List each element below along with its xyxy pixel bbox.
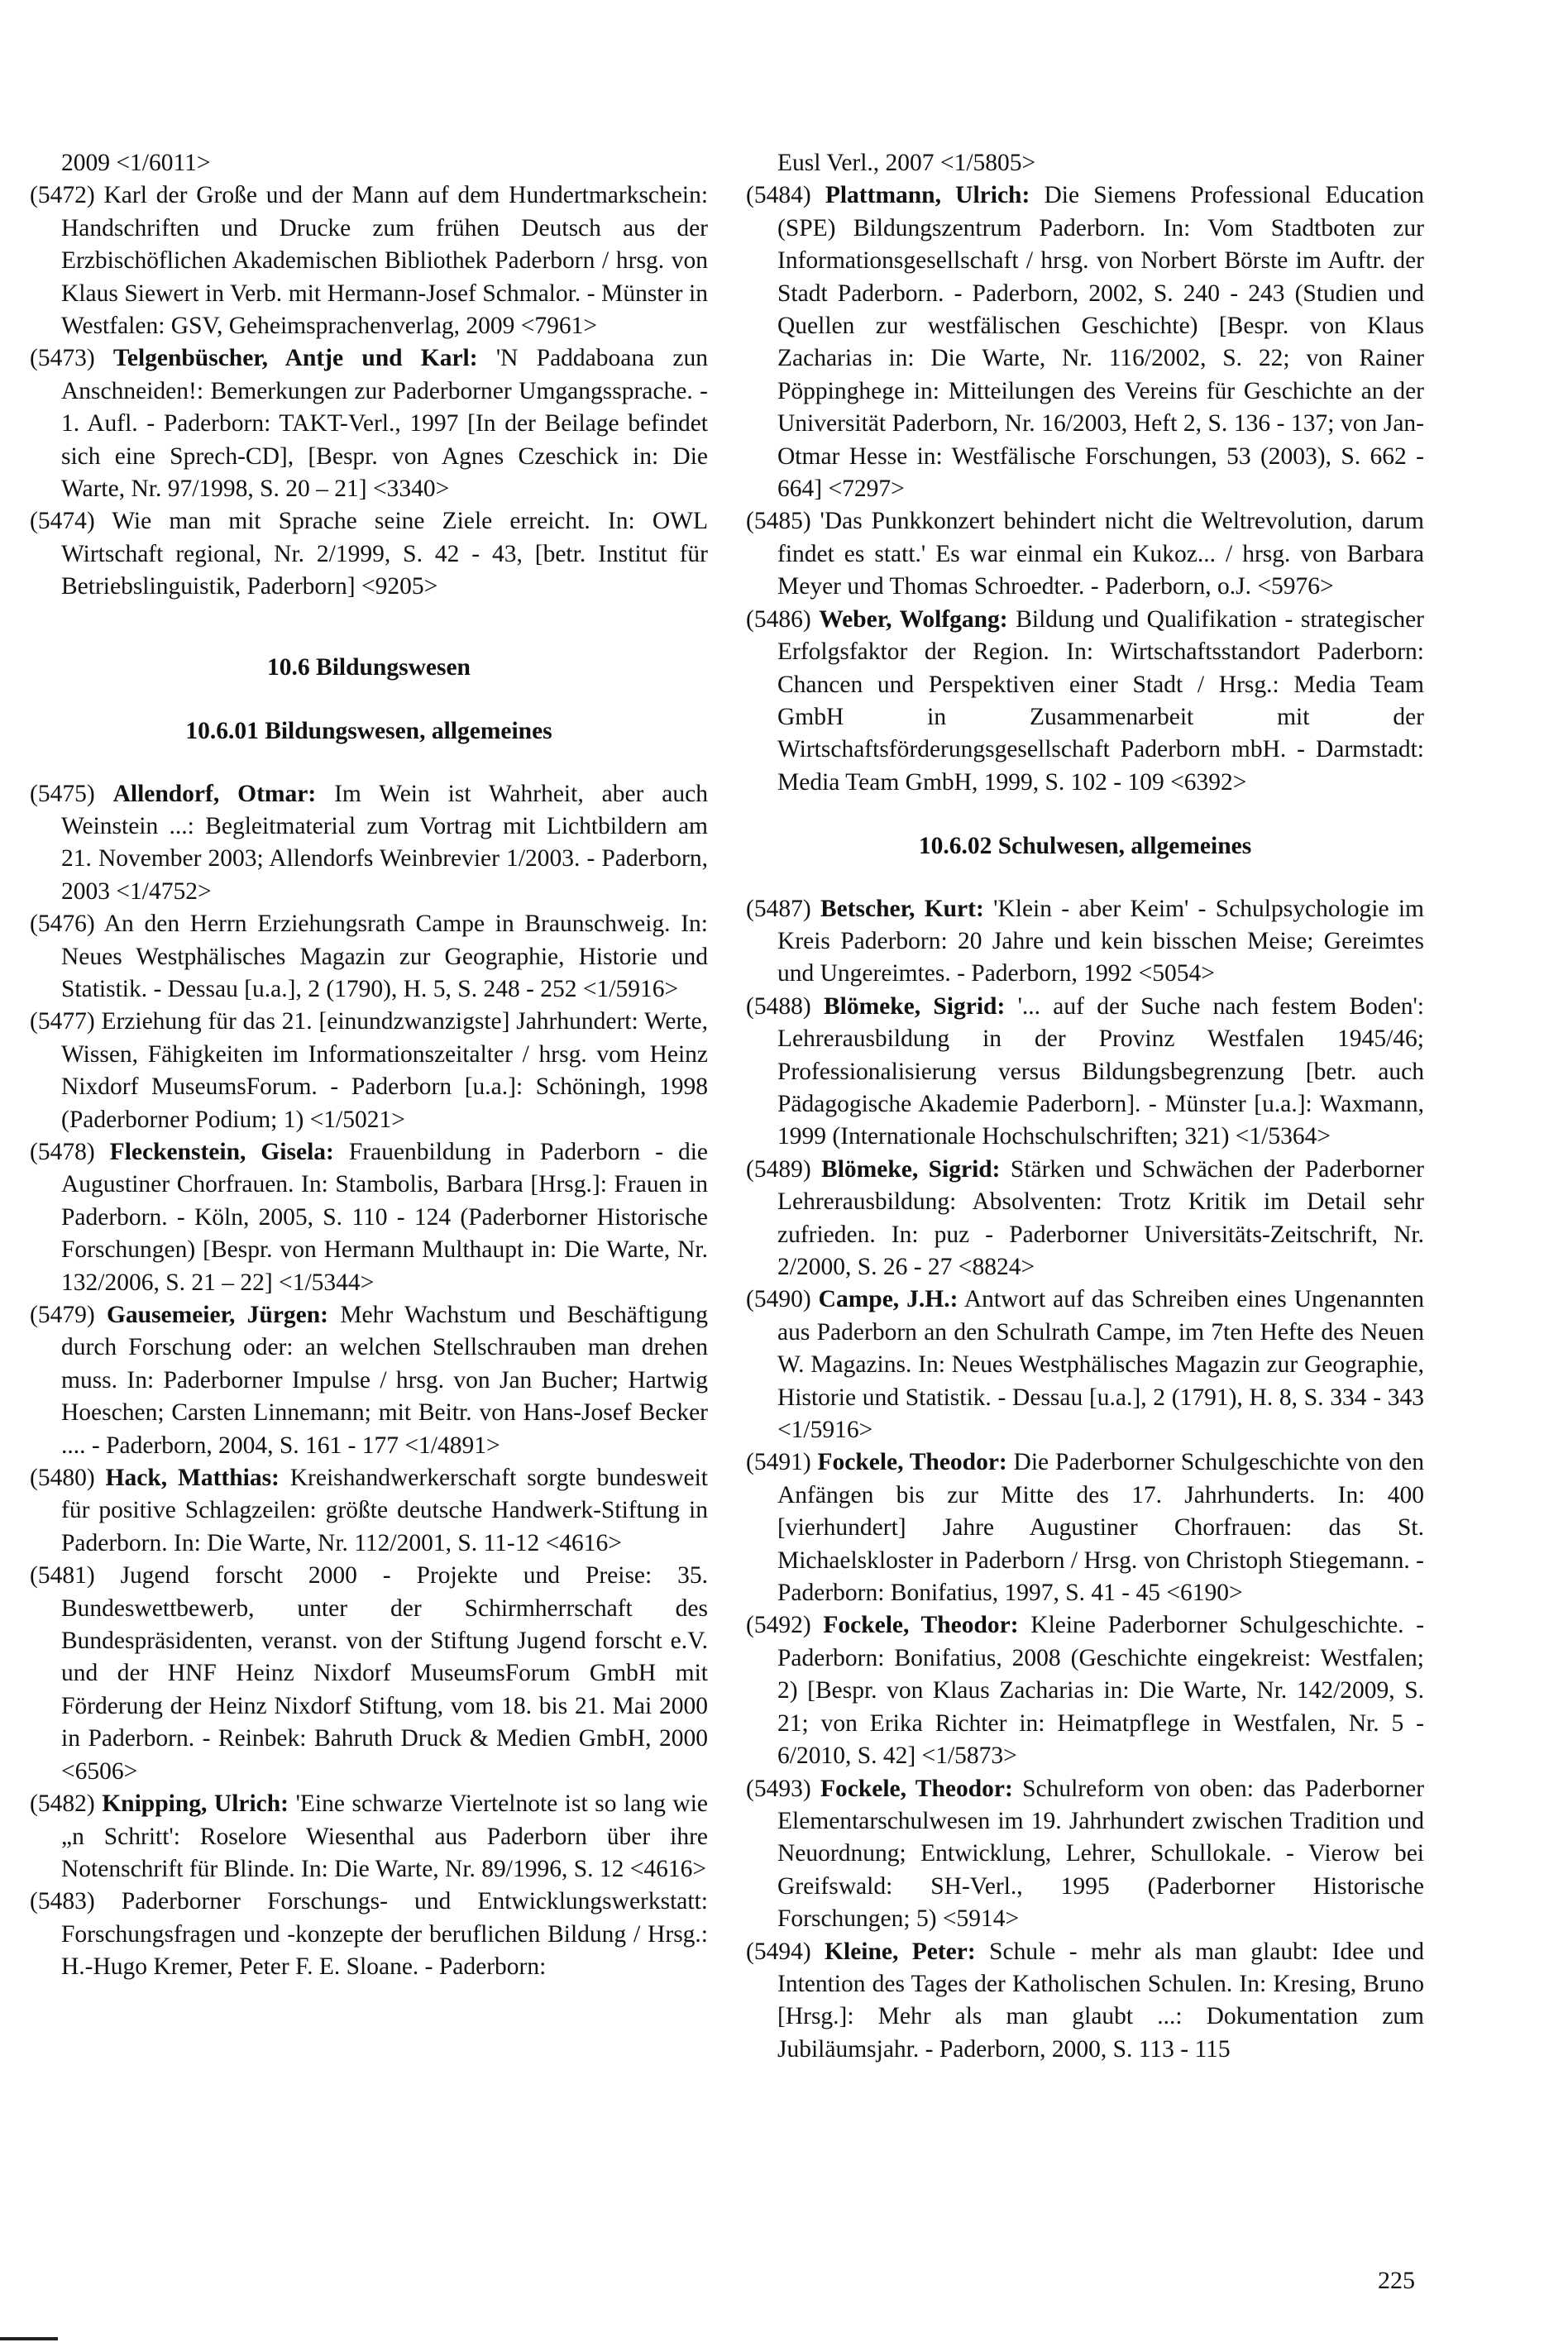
entry-number: (5484) [746,182,811,209]
section-heading: 10.6 Bildungswesen [267,653,471,681]
entry-text: 'Klein - aber Keim' - Schulpsychologie im Kreis Paderborn: 20 Jahre und kein bisschen Meise; Gereimtes und Ungereimtes. - Paderborn, 1992 <5054> [777,895,1425,987]
bibliography-entry [30,1299,708,1462]
bibliography-entry [746,505,1424,603]
entry-text: Jugend forscht 2000 - Projekte und Preise: 35. Bundeswettbewerb, unter der Schirmherrschaft des Bundespräsidenten, veranst. von der Stiftung Jugend forscht e.V. und der HNF Heinz Nixdorf MuseumsForum GmbH mit Förderung der Heinz Nixdorf Stiftung, vom 18. bis 21. Mai 2000 in Paderborn. - Reinbek: Bahruth Druck & Medien GmbH, 2000 <6506> [61,1562,709,1785]
entry-number: (5475) [30,780,95,807]
continuation-text: 2009 <1/6011> [61,150,211,176]
entry-author: Allendorf, Otmar: [112,780,317,807]
entry-text: 'Das Punkkonzert behindert nicht die Weltrevolution, darum findet es statt.' Es war einmal ein Kukoz... / hrsg. von Barbara Meyer und Thomas Schroedter. - Paderborn, o.J. <5976> [777,508,1424,600]
bibliography-entry [30,1006,708,1136]
entry-number: (5485) [746,508,811,535]
entry-text: Paderborner Forschungs- und Entwicklungswerkstatt: Forschungsfragen und -konzepte der beruflichen Bildung / Hrsg.: H.-Hugo Kremer, Peter F. E. Sloane. - Paderborn: [61,1888,708,1981]
bibliography-entry [746,179,1424,505]
entry-text: Erziehung für das 21. [einundzwanzigste] Jahrhundert: Werte, Wissen, Fähigkeiten im Informationszeitalter / hrsg. vom Heinz Nixdorf MuseumsForum. - Paderborn [u.a.]: Schöningh, 1998 (Paderborner Podium; 1) <1/5021> [61,1008,709,1133]
bibliography-entry [746,1446,1424,1609]
page-number: 225 [1378,2267,1415,2294]
entry-text: Kleine Paderborner Schulgeschichte. - Paderborn: Bonifatius, 2008 (Geschichte eingekreist: Westfalen; 2) [Bespr. von Klaus Zacharias in: Die Warte, Nr. 142/2009, S. 21; von Erika Richter in: Heimatpflege in Westfalen, Nr. 5 - 6/2010, S. 42] <1/5873> [777,1612,1425,1770]
entry-number: (5491) [746,1449,811,1476]
entry-text: Bildung und Qualifikation - strategischer Erfolgsfaktor der Region. In: Wirtschaftsstandort Paderborn: Chancen und Perspektiven einer Stadt / Hrsg.: Media Team GmbH in Zusammenarbeit mit der Wirtschaftsförderungsgesellschaft Paderborn mbH. - Darmstadt: Media Team GmbH, 1999, S. 102 - 109 <6392> [777,605,1424,796]
entry-author: Kleine, Peter: [825,1938,976,1965]
bibliography-entry [30,1136,708,1299]
entry-number: (5487) [746,895,811,922]
entry-number: (5490) [746,1286,811,1313]
entry-number: (5473) [30,345,95,372]
entry-number: (5477) [30,1008,95,1035]
entry-number: (5488) [746,992,811,1020]
bibliography-entry [30,1788,708,1886]
entry-text: Schule - mehr als man glaubt: Idee und Intention des Tages der Katholischen Schulen. In: Kresing, Bruno [Hrsg.]: Mehr als man glaubt ...: Dokumentation zum Jubiläumsjahr. - Paderborn, 2000, S. 113 - 115 [777,1938,1424,2063]
entry-text: Frauenbildung in Paderborn - die Augustiner Chorfrauen. In: Stambolis, Barbara [Hrsg.]: Frauen in Paderborn. - Köln, 2005, S. 110 - 124 (Paderborner Historische Forschungen) [Bespr. von Hermann Multhaupt in: Die Warte, Nr. 132/2006, S. 21 – 22] <1/5344> [61,1138,709,1296]
entry-text: Stärken und Schwächen der Paderborner Lehrerausbildung: Absolventen: Trotz Kritik im Detail sehr zufrieden. In: puz - Paderborner Universitäts-Zeitschrift, Nr. 2/2000, S. 26 - 27 <8824> [777,1155,1425,1280]
entry-number: (5474) [30,508,95,535]
entry-list [30,179,708,603]
entry-author: Fleckenstein, Gisela: [109,1138,334,1165]
bibliography-entry [30,1560,708,1788]
bibliography-entry [746,991,1424,1154]
bibliography-entry [746,1609,1424,1772]
entry-text: Mehr Wachstum und Beschäftigung durch Forschung oder: an welchen Stellschrauben man drehen muss. In: Paderborner Impulse / hrsg. von Jan Bucher; Hartwig Hoeschen; Carsten Linnemann; mit Beitr. von Hans-Josef Becker .... - Paderborn, 2004, S. 161 - 177 <1/4891> [61,1302,709,1459]
entry-author: Hack, Matthias: [105,1465,280,1492]
entry-number: (5479) [30,1302,95,1328]
entry-list [746,179,1424,799]
entry-number: (5493) [746,1775,811,1802]
entry-text: An den Herrn Erziehungsrath Campe in Braunschweig. In: Neues Westphälisches Magazin zur Geographie, Historie und Statistik. - Dessau [u.a.], 2 (1790), H. 5, S. 248 - 252 <1/5916> [61,911,708,1002]
continuation-text: Eusl Verl., 2007 <1/5805> [777,150,1036,176]
bibliography-entry [30,1462,708,1560]
bibliography-entry [746,1936,1424,2067]
entry-number: (5481) [30,1562,95,1590]
scan-edge-mark [0,2337,58,2340]
entry-text: Antwort auf das Schreiben eines Ungenannten aus Paderborn an den Schulrath Campe, im 7ten Hefte des Neuen W. Magazins. In: Neues Westphälisches Magazin zur Geographie, Historie und Statistik. - Dessau [u.a.], 2 (1791), H. 8, S. 334 - 343 <1/5916> [777,1286,1425,1444]
entry-author: Betscher, Kurt: [820,895,984,922]
right-column [746,147,1424,2066]
entry-text: '... auf der Suche nach festem Boden': Lehrerausbildung in der Provinz Westfalen 1945/46; Professionalisierung versus Bildungsbegrenzung [betr. auch Pädagogische Akademie Paderborn]. - Münster [u.a.]: Waxmann, 1999 (Internationale Hochschulschriften; 321) <1/5364> [777,992,1425,1150]
entry-author: Fockele, Theodor: [823,1612,1019,1639]
entry-number: (5494) [746,1938,811,1965]
entry-author: Weber, Wolfgang: [819,605,1008,633]
entry-text: Schulreform von oben: das Paderborner Elementarschulwesen im 19. Jahrhundert zwischen Tradition und Neuordnung; Entwicklung, Lehrer, Schullokale. - Vierow bei Greifswald: SH-Verl., 1995 (Paderborner Historische Forschungen; 5) <5914> [777,1775,1425,1933]
entry-author: Gausemeier, Jürgen: [106,1302,328,1328]
entry-number: (5489) [746,1155,811,1183]
entry-number: (5476) [30,911,95,938]
entry-list [746,893,1424,2067]
entry-number: (5472) [30,182,95,209]
bibliography-entry [30,342,708,505]
bibliography-entry [746,1154,1424,1284]
bibliography-entry [30,778,708,909]
entry-number: (5478) [30,1138,95,1165]
bibliography-entry [746,1284,1424,1446]
entry-text: Karl der Große und der Mann auf dem Hundertmarkschein: Handschriften und Drucke zum frühen Deutsch aus der Erzbischöflichen Akademischen Bibliothek Paderborn / hrsg. von Klaus Siewert in Verb. mit Hermann-Josef Schmalor. - Münster in Westfalen: GSV, Geheimsprachenverlag, 2009 <7961> [61,182,709,340]
entry-author: Blömeke, Sigrid: [823,992,1006,1020]
entry-list [30,778,708,1984]
entry-number: (5486) [746,605,811,633]
entry-text: Kreishandwerkerschaft sorgte bundesweit für positive Schlagzeilen: größte deutsche Handwerk-Stiftung in Paderborn. In: Die Warte, Nr. 112/2001, S. 11-12 <4616> [61,1465,708,1556]
bibliography-entry [746,1773,1424,1936]
subsection-heading: 10.6.01 Bildungswesen, allgemeines [185,718,552,745]
entry-number: (5492) [746,1612,811,1639]
entry-text: Wie man mit Sprache seine Ziele erreicht. In: OWL Wirtschaft regional, Nr. 2/1999, S. 42 - 43, [betr. Institut für Betriebslinguistik, Paderborn] <9205> [61,508,709,600]
entry-text: 'N Paddaboana zun Anschneiden!: Bemerkungen zur Paderborner Umgangssprache. - 1. Aufl. - Paderborn: TAKT-Verl., 1997 [In der Beilage befindet sich eine Sprech-CD], [Bespr. von Agnes Czeschick in: Die Warte, Nr. 97/1998, S. 20 – 21] <3340> [61,345,709,503]
bibliography-entry [30,505,708,603]
entry-author: Plattmann, Ulrich: [825,182,1030,209]
bibliography-entry [30,908,708,1006]
entry-text: Die Paderborner Schulgeschichte von den Anfängen bis zur Mitte des 17. Jahrhunderts. In: 400 [vierhundert] Jahre Augustiner Chorfrauen: das St. Michaelskloster in Paderborn / Hrsg. von Christoph Stiegemann. - Paderborn: Bonifatius, 1997, S. 41 - 45 <6190> [777,1449,1425,1607]
entry-text: Die Siemens Professional Education (SPE) Bildungszentrum Paderborn. In: Vom Stadtboten zur Informationsgesellschaft / hrsg. von Norbert Börste im Auftr. der Stadt Paderborn. - Paderborn, 2002, S. 240 - 243 (Studien und Quellen zur westfälischen Geschichte) [Bespr. von Klaus Zacharias in: Die Warte, Nr. 116/2002, S. 22; von Rainer Pöppinghege in: Mitteilungen des Vereins für Geschichte an der Universität Paderborn, Nr. 16/2003, Heft 2, S. 136 - 137; von Jan-Otmar Hesse in: Westfälische Forschungen, 53 (2003), S. 662 - 664] <7297> [777,182,1424,503]
entry-number: (5483) [30,1888,95,1915]
entry-author: Telgenbüscher, Antje und Karl: [112,345,478,372]
entry-text: 'Eine schwarze Viertelnote ist so lang wie „n Schritt': Roselore Wiesenthal aus Paderborn über ihre Notenschrift für Blinde. In: Die Warte, Nr. 89/1996, S. 12 <4616> [61,1790,709,1882]
entry-author: Fockele, Theodor: [820,1775,1013,1802]
entry-author: Campe, J.H.: [818,1286,958,1313]
subsection-heading: 10.6.02 Schulwesen, allgemeines [918,833,1252,860]
entry-author: Blömeke, Sigrid: [821,1155,1001,1183]
entry-text: Im Wein ist Wahrheit, aber auch Weinstein ...: Begleitmaterial zum Vortrag mit Lichtbildern am 21. November 2003; Allendorfs Weinbrevier 1/2003. - Paderborn, 2003 <1/4752> [61,780,708,905]
bibliography-entry [746,604,1424,799]
bibliography-entry [30,179,708,342]
bibliography-entry [30,1886,708,1983]
entry-number: (5482) [30,1790,95,1818]
entry-number: (5480) [30,1465,95,1492]
entry-author: Fockele, Theodor: [817,1449,1007,1476]
bibliography-entry [746,893,1424,991]
left-column [30,147,708,1984]
entry-author: Knipping, Ulrich: [102,1790,289,1818]
